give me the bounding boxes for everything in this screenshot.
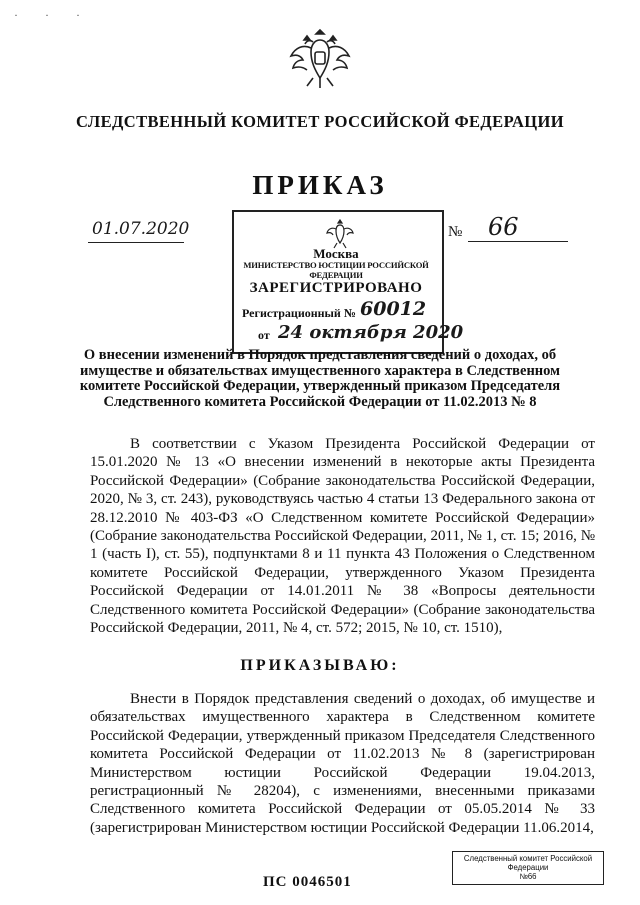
preamble-paragraph: В соответствии с Указом Президента Российской Федерации от 15.01.2020 № 13 «О внесении изменений в некоторые акты Президента Российской Федерации» (Собрание законодательства Российской Федерации, 2020, № 3, ст. 243), руководствуясь частью 4 статьи 13 Федерального закона от 28.12.2010 № 403-ФЗ «О Следственном комитете Российской Федерации» (Собрание законодательства Российской Федерации, 2011, № 1, ст. 15; 2016, № 1 (часть I), ст. 55), подпунктами 8 и 11 пункта 43 Положения о Следственном комитете Российской Федерации, утвержденного Указом Президента Российской Федерации от 14.01.2011 № 38 «Вопросы деятельности Следственного комитета Российской Федерации» (Собрание законодательства Российской Федерации, 2011, № 4, ст. 572; 2015, № 10, ст. 1510), [90,436,595,637]
form-code-text: ПС 0046501 [263,874,352,890]
stamp-registered-label: ЗАРЕГИСТРИРОВАНО [249,280,423,296]
coat-of-arms-emblem [287,22,353,92]
number-label: № [448,224,463,240]
footer-box-line2: Федерации [507,863,549,872]
footer-box-line1: Следственный комитет Российской [463,854,593,863]
stamp-date: 24 октября 2020 [278,322,464,343]
order-title: О внесении изменений в Порядок представления сведений о доходах, об имуществе и обязательствах имущественного характера в Следственном комитете Российской Федерации, утвержденный приказом Председателя Следственного комитета Российской Федерации от 11.02.2013 № 8 [79,347,561,410]
footer-box-line3: №66 [519,872,537,881]
stamp-reg-number-label: Регистрационный № [242,306,356,320]
stamp-ministry: МИНИСТЕРСТВО ЮСТИЦИИ РОССИЙСКОЙ ФЕДЕРАЦИИ [243,260,429,280]
order-number: 66 [488,213,519,241]
footer-stamp-box [452,851,604,885]
agency-name: СЛЕДСТВЕННЫЙ КОМИТЕТ РОССИЙСКОЙ ФЕДЕРАЦИИ [76,112,564,131]
stamp-reg-number: 60012 [360,298,427,320]
order-word: ПРИКАЗЫВАЮ: [240,657,400,674]
stamp-city: Москва [313,246,359,261]
body-paragraph: Внести в Порядок представления сведений о доходах, об имуществе и обязательствах имущественного характера в Следственном комитете Российской Федерации, утвержденный приказом Председателя Следственного комитета Российской Федерации от 11.02.2013 № 8 (зарегистрирован Министерством юстиции Российской Федерации 19.04.2013, регистрационный № 28204), с изменениями, внесенными приказами Следственного комитета Российской Федерации от 05.05.2014 № 33 (зарегистрирован Министерством юстиции Российской Федерации 11.06.2014, [90,691,595,836]
document-type: ПРИКАЗ [252,170,388,200]
scan-marks: · · · [14,8,92,22]
order-date: 01.07.2020 [92,219,190,239]
stamp-date-label: от [258,328,270,342]
form-code [263,874,352,891]
